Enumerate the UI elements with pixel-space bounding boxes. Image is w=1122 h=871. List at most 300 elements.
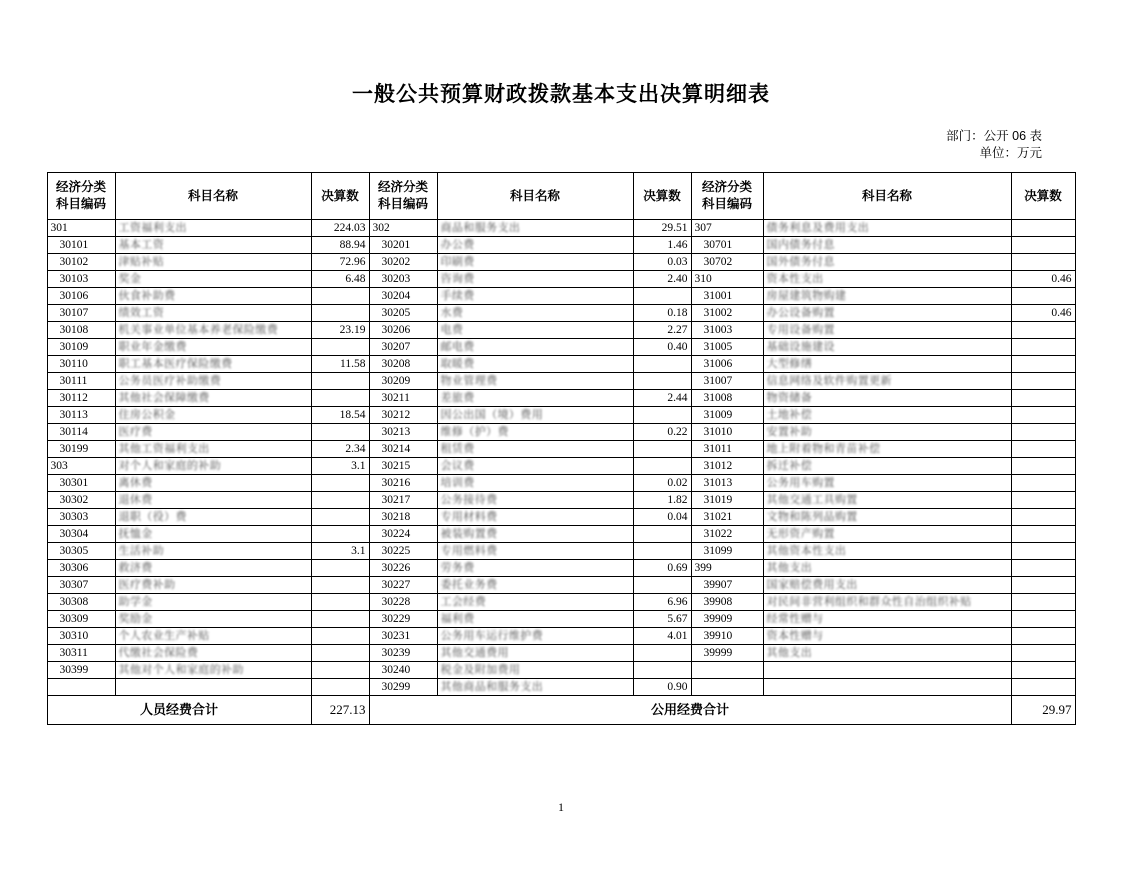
cell-code-1: 30399 — [47, 662, 115, 679]
cell-amount-1 — [311, 373, 369, 390]
cell-name-3: 无形资产购置 — [763, 526, 1011, 543]
cell-name-2: 劳务费 — [437, 560, 633, 577]
header-name-3: 科目名称 — [763, 173, 1011, 220]
cell-code-3: 31006 — [691, 356, 763, 373]
cell-code-1: 30101 — [47, 237, 115, 254]
cell-name-1: 工资福利支出 — [115, 220, 311, 237]
page-title: 一般公共预算财政拨款基本支出决算明细表 — [352, 83, 770, 106]
cell-code-1: 30114 — [47, 424, 115, 441]
cell-name-3: 房屋建筑物购建 — [763, 288, 1011, 305]
cell-amount-3: 0.46 — [1011, 305, 1075, 322]
cell-name-3: 其他交通工具购置 — [763, 492, 1011, 509]
cell-amount-1: 18.54 — [311, 407, 369, 424]
cell-name-2: 电费 — [437, 322, 633, 339]
cell-amount-3 — [1011, 662, 1075, 679]
cell-name-2: 专用燃料费 — [437, 543, 633, 560]
cell-code-1: 30199 — [47, 441, 115, 458]
cell-amount-1: 3.1 — [311, 543, 369, 560]
cell-code-3: 31022 — [691, 526, 763, 543]
cell-code-3: 31003 — [691, 322, 763, 339]
header-amount-1: 决算数 — [311, 173, 369, 220]
cell-name-2: 咨询费 — [437, 271, 633, 288]
cell-amount-1 — [311, 509, 369, 526]
cell-name-1: 医疗费补助 — [115, 577, 311, 594]
cell-amount-3: 0.46 — [1011, 271, 1075, 288]
cell-name-1: 职工基本医疗保险缴费 — [115, 356, 311, 373]
cell-amount-2: 2.27 — [633, 322, 691, 339]
cell-amount-2: 2.44 — [633, 390, 691, 407]
header-code-3: 经济分类 科目编码 — [691, 173, 763, 220]
cell-code-1: 30302 — [47, 492, 115, 509]
table-body — [47, 220, 1075, 696]
table-row — [47, 237, 1075, 254]
cell-amount-2 — [633, 577, 691, 594]
cell-code-3: 39909 — [691, 611, 763, 628]
cell-code-3: 30701 — [691, 237, 763, 254]
cell-name-3: 安置补助 — [763, 424, 1011, 441]
cell-amount-2: 0.18 — [633, 305, 691, 322]
cell-code-1: 30307 — [47, 577, 115, 594]
total-right-amount: 29.97 — [1011, 696, 1075, 725]
cell-amount-2 — [633, 356, 691, 373]
header-amount-3: 决算数 — [1011, 173, 1075, 220]
header-name-2: 科目名称 — [437, 173, 633, 220]
cell-amount-1 — [311, 594, 369, 611]
cell-code-3 — [691, 679, 763, 696]
cell-name-2: 物业管理费 — [437, 373, 633, 390]
cell-name-2: 委托业务费 — [437, 577, 633, 594]
cell-name-3: 公务用车购置 — [763, 475, 1011, 492]
cell-amount-1: 88.94 — [311, 237, 369, 254]
cell-name-3: 国外债务付息 — [763, 254, 1011, 271]
table-row — [47, 594, 1075, 611]
cell-name-1: 代缴社会保险费 — [115, 645, 311, 662]
cell-code-2: 30212 — [369, 407, 437, 424]
cell-code-3: 31007 — [691, 373, 763, 390]
cell-name-2: 邮电费 — [437, 339, 633, 356]
cell-code-3: 399 — [691, 560, 763, 577]
cell-name-2: 水费 — [437, 305, 633, 322]
cell-name-3: 信息网络及软件购置更新 — [763, 373, 1011, 390]
table-row — [47, 441, 1075, 458]
cell-name-1: 救济费 — [115, 560, 311, 577]
table-row — [47, 390, 1075, 407]
table-row — [47, 288, 1075, 305]
cell-amount-3 — [1011, 458, 1075, 475]
cell-amount-3 — [1011, 407, 1075, 424]
cell-name-2: 公务用车运行维护费 — [437, 628, 633, 645]
cell-code-3: 31019 — [691, 492, 763, 509]
cell-amount-3 — [1011, 424, 1075, 441]
cell-code-3: 31005 — [691, 339, 763, 356]
cell-name-3: 国内债务付息 — [763, 237, 1011, 254]
cell-name-1: 津贴补贴 — [115, 254, 311, 271]
cell-code-3: 31099 — [691, 543, 763, 560]
cell-amount-3 — [1011, 526, 1075, 543]
cell-amount-3 — [1011, 594, 1075, 611]
cell-amount-3 — [1011, 475, 1075, 492]
cell-name-1: 退职（役）费 — [115, 509, 311, 526]
cell-name-2: 差旅费 — [437, 390, 633, 407]
dept-line: 部门：公开 06 表 — [946, 129, 1042, 143]
cell-amount-1 — [311, 577, 369, 594]
cell-name-1: 公务员医疗补助缴费 — [115, 373, 311, 390]
header-code-2: 经济分类 科目编码 — [369, 173, 437, 220]
cell-code-3: 31012 — [691, 458, 763, 475]
table-row — [47, 645, 1075, 662]
cell-code-2: 30206 — [369, 322, 437, 339]
cell-name-1: 医疗费 — [115, 424, 311, 441]
table-header-row — [47, 173, 1075, 220]
cell-name-1: 奖金 — [115, 271, 311, 288]
cell-name-2: 培训费 — [437, 475, 633, 492]
cell-code-2: 30203 — [369, 271, 437, 288]
cell-amount-1 — [311, 560, 369, 577]
cell-code-3: 39910 — [691, 628, 763, 645]
cell-name-3: 其他资本性支出 — [763, 543, 1011, 560]
cell-code-3: 31002 — [691, 305, 763, 322]
header-code-1: 经济分类 科目编码 — [47, 173, 115, 220]
cell-amount-2 — [633, 441, 691, 458]
cell-amount-2: 1.82 — [633, 492, 691, 509]
document-page — [0, 78, 1122, 871]
cell-amount-3 — [1011, 577, 1075, 594]
cell-code-1: 30111 — [47, 373, 115, 390]
total-left-amount: 227.13 — [311, 696, 369, 725]
cell-code-2: 30225 — [369, 543, 437, 560]
cell-code-2: 302 — [369, 220, 437, 237]
cell-code-2: 30217 — [369, 492, 437, 509]
cell-amount-2 — [633, 526, 691, 543]
cell-name-2: 维修（护）费 — [437, 424, 633, 441]
cell-amount-1 — [311, 339, 369, 356]
cell-code-3: 31001 — [691, 288, 763, 305]
cell-code-2: 30208 — [369, 356, 437, 373]
cell-code-3 — [691, 662, 763, 679]
cell-amount-1: 11.58 — [311, 356, 369, 373]
cell-name-3: 资本性支出 — [763, 271, 1011, 288]
cell-amount-1: 2.34 — [311, 441, 369, 458]
cell-code-2: 30227 — [369, 577, 437, 594]
cell-amount-1 — [311, 390, 369, 407]
table-row — [47, 679, 1075, 696]
table-row — [47, 271, 1075, 288]
cell-name-3: 拆迁补偿 — [763, 458, 1011, 475]
cell-code-1: 30309 — [47, 611, 115, 628]
cell-amount-3 — [1011, 237, 1075, 254]
cell-code-3: 310 — [691, 271, 763, 288]
cell-amount-1: 224.03 — [311, 220, 369, 237]
cell-name-2: 工会经费 — [437, 594, 633, 611]
cell-name-1: 基本工资 — [115, 237, 311, 254]
cell-name-1: 其他工资福利支出 — [115, 441, 311, 458]
cell-name-2: 专用材料费 — [437, 509, 633, 526]
cell-name-3: 经常性赠与 — [763, 611, 1011, 628]
cell-amount-1 — [311, 611, 369, 628]
cell-code-3: 31009 — [691, 407, 763, 424]
table-row — [47, 577, 1075, 594]
cell-code-3: 39908 — [691, 594, 763, 611]
cell-code-2: 30216 — [369, 475, 437, 492]
cell-amount-3 — [1011, 356, 1075, 373]
cell-name-3: 土地补偿 — [763, 407, 1011, 424]
cell-name-2: 手续费 — [437, 288, 633, 305]
cell-amount-3 — [1011, 509, 1075, 526]
cell-amount-2: 0.03 — [633, 254, 691, 271]
cell-code-2: 30229 — [369, 611, 437, 628]
table-row — [47, 356, 1075, 373]
budget-table — [47, 172, 1076, 725]
cell-code-2: 30226 — [369, 560, 437, 577]
cell-name-3: 对民间非营利组织和群众性自治组织补贴 — [763, 594, 1011, 611]
cell-amount-2: 0.69 — [633, 560, 691, 577]
cell-name-2: 公务接待费 — [437, 492, 633, 509]
cell-name-1: 助学金 — [115, 594, 311, 611]
cell-amount-3 — [1011, 543, 1075, 560]
cell-amount-1: 72.96 — [311, 254, 369, 271]
cell-code-1: 30311 — [47, 645, 115, 662]
cell-code-2: 30207 — [369, 339, 437, 356]
cell-name-1: 抚恤金 — [115, 526, 311, 543]
cell-amount-3 — [1011, 628, 1075, 645]
cell-amount-1 — [311, 645, 369, 662]
cell-name-3: 地上附着物和青苗补偿 — [763, 441, 1011, 458]
cell-amount-3 — [1011, 611, 1075, 628]
cell-code-1: 30306 — [47, 560, 115, 577]
cell-name-2: 其他交通费用 — [437, 645, 633, 662]
cell-amount-1: 23.19 — [311, 322, 369, 339]
page-number: 1 — [558, 800, 564, 814]
cell-name-2: 租赁费 — [437, 441, 633, 458]
cell-code-2: 30231 — [369, 628, 437, 645]
cell-amount-2: 0.40 — [633, 339, 691, 356]
cell-amount-2 — [633, 645, 691, 662]
cell-amount-2: 1.46 — [633, 237, 691, 254]
table-row — [47, 662, 1075, 679]
cell-amount-3 — [1011, 220, 1075, 237]
cell-amount-3 — [1011, 560, 1075, 577]
cell-amount-1 — [311, 679, 369, 696]
table-row — [47, 628, 1075, 645]
cell-code-1: 30310 — [47, 628, 115, 645]
cell-name-1: 个人农业生产补贴 — [115, 628, 311, 645]
cell-code-1: 30113 — [47, 407, 115, 424]
cell-code-1: 30106 — [47, 288, 115, 305]
table-row — [47, 458, 1075, 475]
cell-code-1: 30305 — [47, 543, 115, 560]
cell-code-3: 39907 — [691, 577, 763, 594]
cell-amount-3 — [1011, 679, 1075, 696]
table-row — [47, 305, 1075, 322]
cell-amount-2: 0.04 — [633, 509, 691, 526]
total-left-label: 人员经费合计 — [47, 696, 311, 725]
cell-code-3: 31008 — [691, 390, 763, 407]
cell-amount-3 — [1011, 254, 1075, 271]
cell-amount-2: 6.96 — [633, 594, 691, 611]
cell-amount-3 — [1011, 492, 1075, 509]
cell-code-3: 31021 — [691, 509, 763, 526]
cell-amount-2 — [633, 662, 691, 679]
table-row — [47, 492, 1075, 509]
table-row — [47, 611, 1075, 628]
cell-name-3: 文物和陈列品购置 — [763, 509, 1011, 526]
cell-name-1: 其他社会保障缴费 — [115, 390, 311, 407]
cell-name-1: 退休费 — [115, 492, 311, 509]
cell-code-1: 30103 — [47, 271, 115, 288]
cell-name-1: 对个人和家庭的补助 — [115, 458, 311, 475]
cell-code-2: 30202 — [369, 254, 437, 271]
cell-amount-1 — [311, 628, 369, 645]
cell-code-2: 30239 — [369, 645, 437, 662]
cell-name-1: 绩效工资 — [115, 305, 311, 322]
unit-line: 单位：万元 — [979, 146, 1042, 160]
cell-code-1: 30112 — [47, 390, 115, 407]
cell-code-2: 30240 — [369, 662, 437, 679]
table-row — [47, 373, 1075, 390]
cell-name-1: 奖励金 — [115, 611, 311, 628]
cell-code-1: 30303 — [47, 509, 115, 526]
cell-amount-1 — [311, 288, 369, 305]
cell-name-3: 其他支出 — [763, 560, 1011, 577]
cell-name-2: 其他商品和服务支出 — [437, 679, 633, 696]
cell-code-2: 30211 — [369, 390, 437, 407]
cell-code-3: 307 — [691, 220, 763, 237]
total-right-label: 公用经费合计 — [369, 696, 1011, 725]
cell-amount-2: 29.51 — [633, 220, 691, 237]
cell-amount-1 — [311, 662, 369, 679]
cell-name-2: 办公费 — [437, 237, 633, 254]
cell-amount-2: 2.40 — [633, 271, 691, 288]
cell-code-3: 39999 — [691, 645, 763, 662]
cell-name-3: 办公设备购置 — [763, 305, 1011, 322]
header-name-1: 科目名称 — [115, 173, 311, 220]
cell-name-2: 会议费 — [437, 458, 633, 475]
cell-amount-2 — [633, 288, 691, 305]
cell-name-3: 大型修缮 — [763, 356, 1011, 373]
cell-name-2: 印刷费 — [437, 254, 633, 271]
cell-code-1: 30108 — [47, 322, 115, 339]
table-row — [47, 526, 1075, 543]
cell-name-3: 资本性赠与 — [763, 628, 1011, 645]
cell-amount-3 — [1011, 322, 1075, 339]
cell-code-1: 30110 — [47, 356, 115, 373]
cell-code-2: 30213 — [369, 424, 437, 441]
cell-amount-3 — [1011, 373, 1075, 390]
cell-code-1: 30107 — [47, 305, 115, 322]
cell-amount-1 — [311, 305, 369, 322]
cell-name-1 — [115, 679, 311, 696]
cell-amount-1 — [311, 424, 369, 441]
table-row — [47, 254, 1075, 271]
cell-amount-1 — [311, 475, 369, 492]
cell-amount-2: 4.01 — [633, 628, 691, 645]
cell-code-1 — [47, 679, 115, 696]
cell-amount-2: 0.90 — [633, 679, 691, 696]
cell-amount-3 — [1011, 645, 1075, 662]
table-row — [47, 220, 1075, 237]
header-amount-2: 决算数 — [633, 173, 691, 220]
cell-name-1: 生活补助 — [115, 543, 311, 560]
cell-code-2: 30205 — [369, 305, 437, 322]
cell-name-1: 其他对个人和家庭的补助 — [115, 662, 311, 679]
cell-code-1: 30301 — [47, 475, 115, 492]
cell-amount-3 — [1011, 339, 1075, 356]
cell-name-1: 伙食补助费 — [115, 288, 311, 305]
table-row — [47, 322, 1075, 339]
cell-code-1: 30109 — [47, 339, 115, 356]
cell-code-3: 31013 — [691, 475, 763, 492]
cell-name-3: 其他支出 — [763, 645, 1011, 662]
cell-name-1: 职业年金缴费 — [115, 339, 311, 356]
cell-amount-2 — [633, 458, 691, 475]
table-row — [47, 475, 1075, 492]
table-row — [47, 339, 1075, 356]
cell-code-2: 30214 — [369, 441, 437, 458]
cell-code-3: 30702 — [691, 254, 763, 271]
totals-row — [47, 696, 1075, 725]
cell-amount-3 — [1011, 288, 1075, 305]
cell-amount-3 — [1011, 390, 1075, 407]
cell-name-1: 机关事业单位基本养老保险缴费 — [115, 322, 311, 339]
cell-code-2: 30224 — [369, 526, 437, 543]
cell-name-2: 因公出国（境）费用 — [437, 407, 633, 424]
cell-amount-2: 0.02 — [633, 475, 691, 492]
cell-amount-3 — [1011, 441, 1075, 458]
cell-code-2: 30201 — [369, 237, 437, 254]
cell-amount-1 — [311, 492, 369, 509]
cell-name-2: 福利费 — [437, 611, 633, 628]
cell-name-2: 税金及附加费用 — [437, 662, 633, 679]
cell-code-3: 31010 — [691, 424, 763, 441]
cell-name-2: 取暖费 — [437, 356, 633, 373]
table-row — [47, 543, 1075, 560]
table-row — [47, 560, 1075, 577]
cell-name-3: 物资储备 — [763, 390, 1011, 407]
cell-code-2: 30204 — [369, 288, 437, 305]
document-meta — [0, 128, 1122, 162]
cell-name-3: 国家赔偿费用支出 — [763, 577, 1011, 594]
cell-amount-2 — [633, 543, 691, 560]
table-row — [47, 424, 1075, 441]
cell-code-2: 30215 — [369, 458, 437, 475]
cell-amount-2 — [633, 373, 691, 390]
cell-code-2: 30228 — [369, 594, 437, 611]
cell-name-3 — [763, 662, 1011, 679]
cell-name-2: 商品和服务支出 — [437, 220, 633, 237]
cell-code-1: 30308 — [47, 594, 115, 611]
cell-code-3: 31011 — [691, 441, 763, 458]
cell-code-2: 30209 — [369, 373, 437, 390]
cell-code-1: 30102 — [47, 254, 115, 271]
table-row — [47, 509, 1075, 526]
cell-name-3: 基础设施建设 — [763, 339, 1011, 356]
cell-code-1: 303 — [47, 458, 115, 475]
cell-amount-1 — [311, 526, 369, 543]
cell-amount-2: 5.67 — [633, 611, 691, 628]
cell-amount-2: 0.22 — [633, 424, 691, 441]
cell-code-1: 30304 — [47, 526, 115, 543]
table-row — [47, 407, 1075, 424]
cell-name-1: 住房公积金 — [115, 407, 311, 424]
cell-amount-1: 3.1 — [311, 458, 369, 475]
cell-amount-1: 6.48 — [311, 271, 369, 288]
cell-name-3: 专用设备购置 — [763, 322, 1011, 339]
cell-code-1: 301 — [47, 220, 115, 237]
cell-name-1: 离休费 — [115, 475, 311, 492]
cell-code-2: 30218 — [369, 509, 437, 526]
cell-name-3: 债务利息及费用支出 — [763, 220, 1011, 237]
cell-name-3 — [763, 679, 1011, 696]
